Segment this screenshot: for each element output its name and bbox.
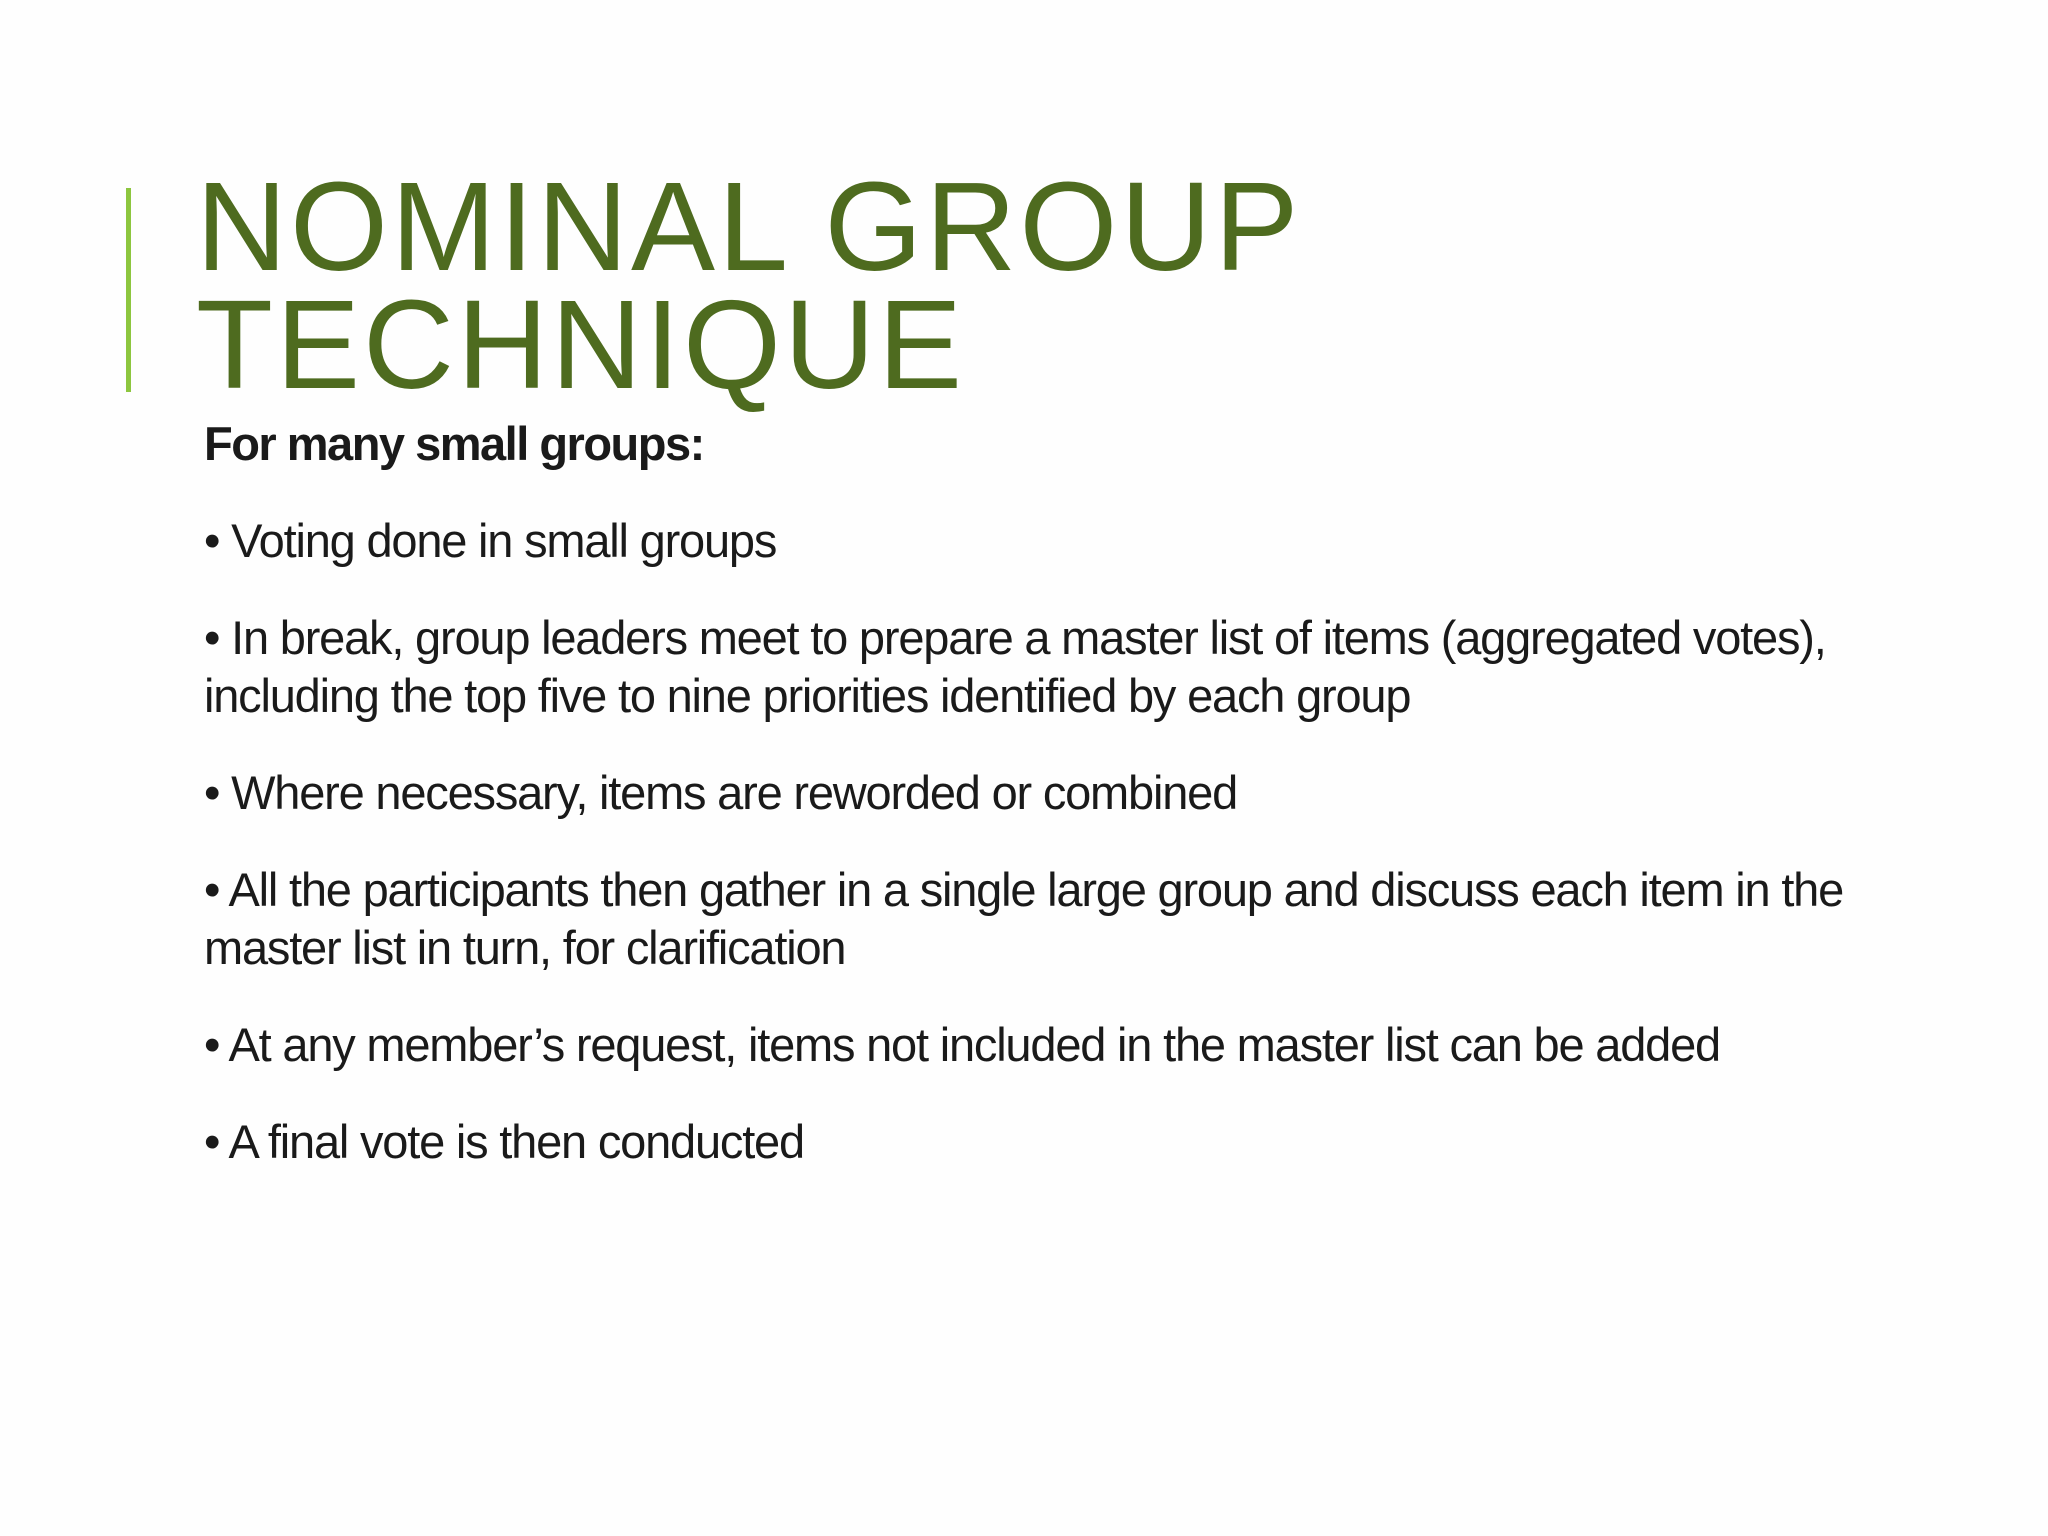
bullet-item: • All the participants then gather in a single large group and discuss each item in the master list in turn, for clarification (204, 863, 1844, 974)
title-accent-bar (126, 188, 131, 392)
body-subheading: For many small groups: (204, 417, 704, 470)
bullet-item: • A final vote is then conducted (204, 1115, 804, 1168)
slide-body (204, 414, 1844, 1210)
bullet-item: • Where necessary, items are reworded or combined (204, 766, 1238, 819)
bullet-item: • Voting done in small groups (204, 514, 777, 567)
bullet-item: • In break, group leaders meet to prepare a master list of items (aggregated votes), including the top five to nine priorities identified by each group (204, 611, 1826, 722)
title-line-1: NOMINAL GROUP (196, 156, 1302, 297)
title-line-2: TECHNIQUE (196, 274, 966, 415)
bullet-item: • At any member’s request, items not included in the master list can be added (204, 1018, 1720, 1071)
slide-title (196, 156, 1796, 415)
